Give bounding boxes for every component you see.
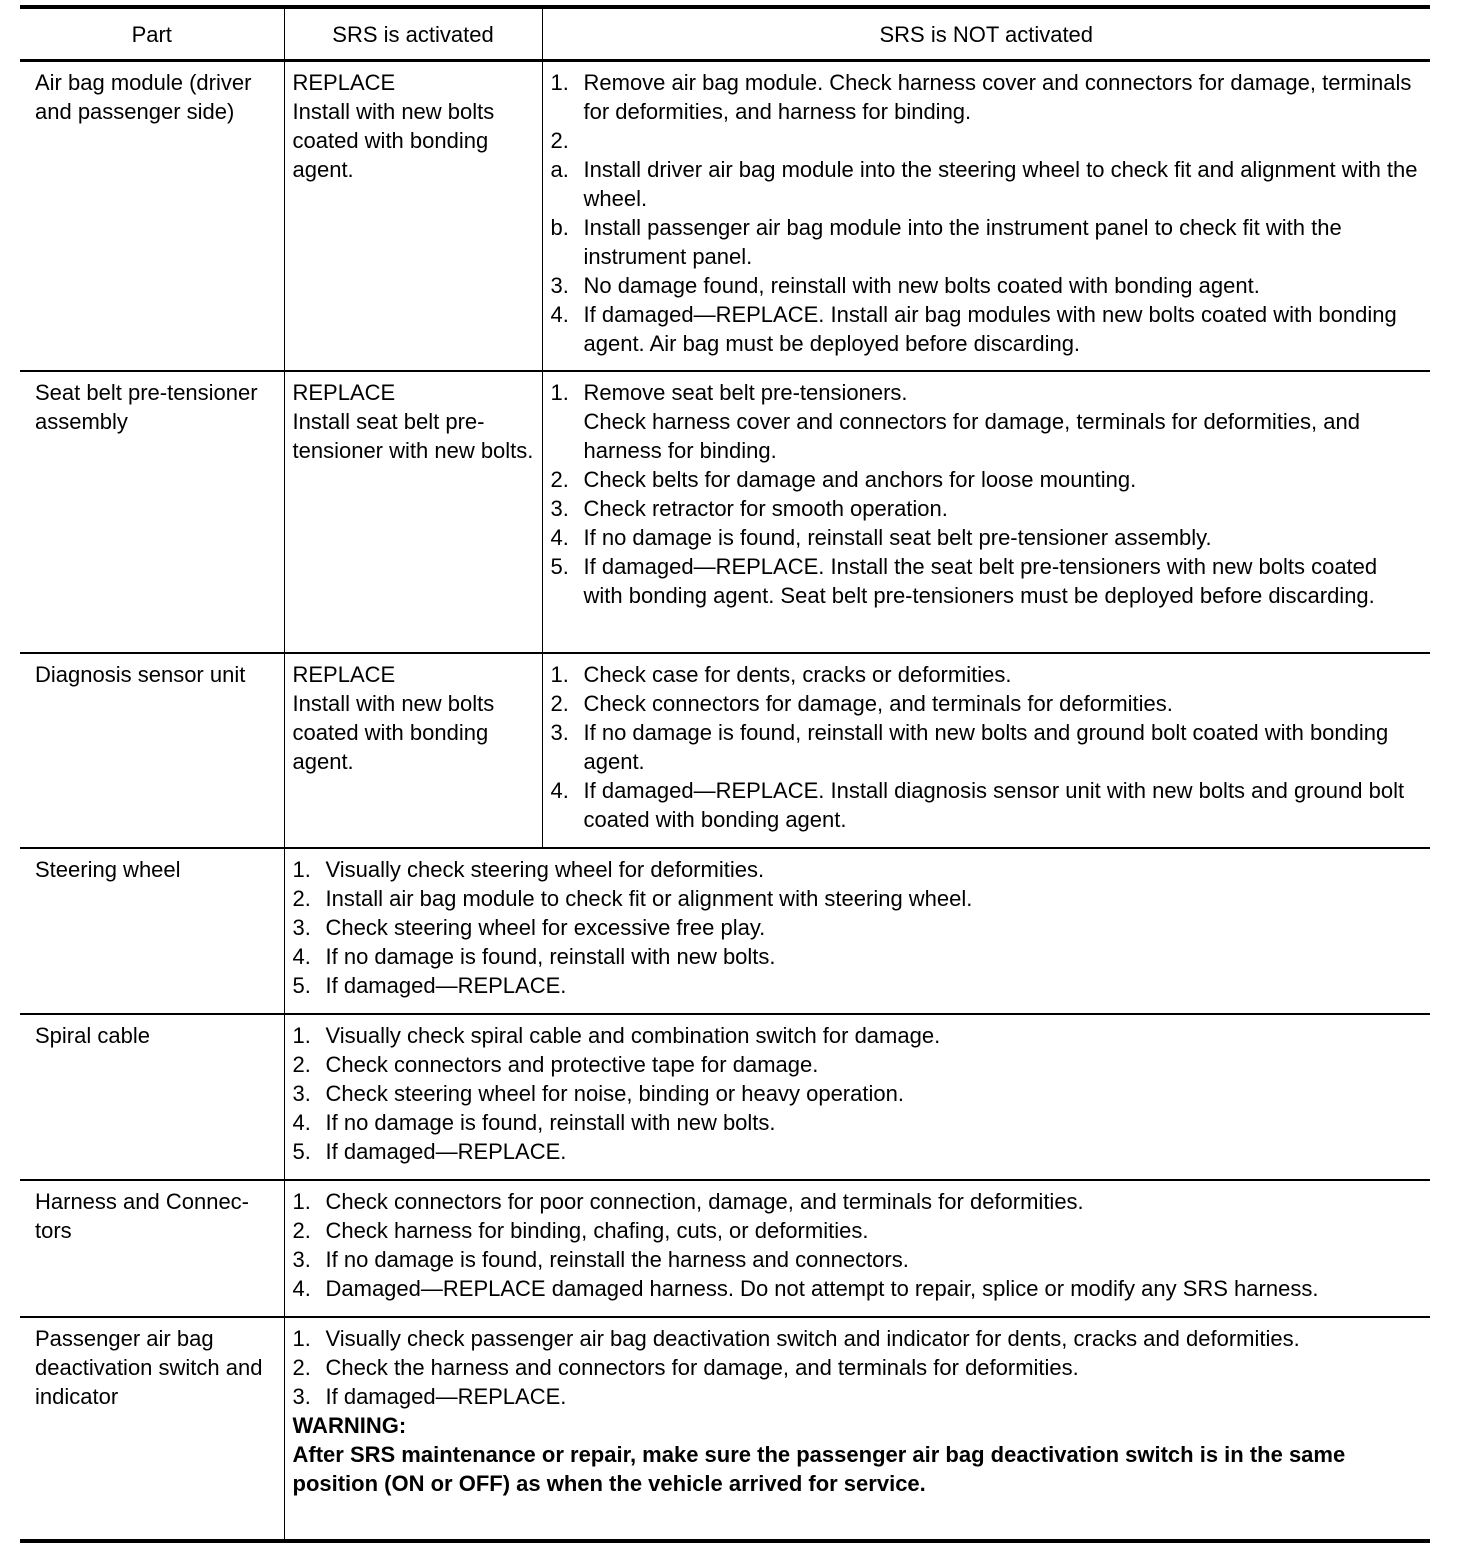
list-item <box>551 213 1423 271</box>
step-number: 1. <box>292 1023 311 1048</box>
step-number: 1. <box>292 1326 311 1351</box>
step-number: 4. <box>550 525 569 550</box>
step-text: Check the harness and connectors for damage, and terminals for deformities. <box>325 1355 1079 1380</box>
table-row <box>20 1014 1430 1180</box>
list-item <box>293 884 1423 913</box>
step-letter: b. <box>550 215 569 240</box>
list-item <box>293 1079 1423 1108</box>
step-list <box>293 1021 1423 1166</box>
list-item <box>551 465 1423 494</box>
table-header-row <box>20 7 1430 61</box>
list-item <box>551 689 1423 718</box>
action-detail: Install with new bolts coated with bonding agent. <box>292 691 495 774</box>
header-srs-not-activated: SRS is NOT activated <box>542 7 1430 61</box>
table-row <box>20 848 1430 1014</box>
part-cell: Harness and Connec-tors <box>20 1180 284 1317</box>
list-item <box>293 971 1423 1000</box>
step-number: 1. <box>292 857 311 882</box>
action-detail: Install with new bolts coated with bonding agent. <box>292 99 495 182</box>
list-item <box>293 942 1423 971</box>
step-number: 1. <box>292 1189 311 1214</box>
step-text: If damaged—REPLACE. Install the seat belt pre-tensioners with new bolts coated with bonding agent. Seat belt pre-tensioners must be deployed before discarding. <box>583 554 1378 608</box>
step-text: If no damage is found, reinstall with new bolts. <box>325 1110 776 1135</box>
step-number: 2. <box>292 886 311 911</box>
srs-inspection-table <box>20 5 1430 1543</box>
part-cell: Steering wheel <box>20 848 284 1014</box>
table-row <box>20 653 1430 848</box>
step-text: Check case for dents, cracks or deformities. <box>583 662 1012 687</box>
step-list <box>551 378 1423 610</box>
header-part: Part <box>20 7 284 61</box>
step-number: 4. <box>550 778 569 803</box>
list-item <box>293 1137 1423 1166</box>
table-row <box>20 1180 1430 1317</box>
action-replace: REPLACE <box>292 380 396 405</box>
part-cell: Passenger air bag deactivation switch and indicator <box>20 1317 284 1541</box>
list-item <box>293 913 1423 942</box>
list-item <box>293 1324 1423 1353</box>
warning-text: After SRS maintenance or repair, make sure the passenger air bag deactivation switch is in the same position (ON or OFF) as when the vehicle arrived for service. <box>292 1442 1346 1496</box>
step-list <box>293 1187 1423 1303</box>
list-item <box>293 1187 1423 1216</box>
step-number: 3. <box>292 1081 311 1106</box>
step-number: 3. <box>292 1384 311 1409</box>
step-text: If damaged—REPLACE. <box>325 1139 567 1164</box>
list-item <box>551 300 1423 358</box>
step-text: Remove air bag module. Check harness cover and connectors for damage, terminals for deformities, and harness for binding. <box>583 70 1412 124</box>
combined-cell <box>284 1180 1430 1317</box>
list-item <box>293 1353 1423 1382</box>
step-text: If no damage is found, reinstall with new bolts. <box>325 944 776 969</box>
step-number: 4. <box>292 1110 311 1135</box>
activated-cell <box>284 61 542 372</box>
step-text: Check steering wheel for noise, binding or heavy operation. <box>325 1081 904 1106</box>
action-detail: Install seat belt pre-tensioner with new bolts. <box>292 409 534 463</box>
step-text: Install air bag module to check fit or alignment with steering wheel. <box>325 886 973 911</box>
part-cell: Spiral cable <box>20 1014 284 1180</box>
list-item <box>551 126 1423 155</box>
step-number: 5. <box>292 1139 311 1164</box>
step-letter: a. <box>550 157 569 182</box>
list-item <box>551 552 1423 610</box>
step-text: If damaged—REPLACE. <box>325 973 567 998</box>
step-number: 5. <box>292 973 311 998</box>
step-list <box>293 1324 1423 1411</box>
not-activated-cell <box>542 371 1430 653</box>
list-item <box>293 1021 1423 1050</box>
step-number: 3. <box>292 915 311 940</box>
part-cell: Air bag module (driver and passenger side) <box>20 61 284 372</box>
step-text: No damage found, reinstall with new bolts coated with bonding agent. <box>583 273 1260 298</box>
list-item <box>551 494 1423 523</box>
not-activated-cell <box>542 653 1430 848</box>
list-item <box>551 776 1423 834</box>
step-number: 2. <box>292 1218 311 1243</box>
step-number: 2. <box>550 128 569 153</box>
not-activated-cell <box>542 61 1430 372</box>
combined-cell <box>284 1014 1430 1180</box>
srs-inspection-document <box>20 5 1430 1543</box>
step-text: Remove seat belt pre-tensioners. <box>583 380 908 405</box>
list-item <box>551 660 1423 689</box>
list-item <box>293 1050 1423 1079</box>
combined-cell <box>284 848 1430 1014</box>
activated-cell <box>284 653 542 848</box>
warning-title: WARNING: <box>292 1413 407 1438</box>
list-item <box>551 523 1423 552</box>
step-text: Visually check steering wheel for deformities. <box>325 857 765 882</box>
step-text: Check belts for damage and anchors for loose mounting. <box>583 467 1137 492</box>
step-text: Install passenger air bag module into the instrument panel to check fit with the instrument panel. <box>583 215 1342 269</box>
step-list <box>551 68 1423 358</box>
step-text: Check connectors for damage, and terminals for deformities. <box>583 691 1173 716</box>
step-text: Check retractor for smooth operation. <box>583 496 948 521</box>
step-text: Install driver air bag module into the steering wheel to check fit and alignment with the wheel. <box>583 157 1418 211</box>
step-number: 4. <box>292 944 311 969</box>
list-item <box>551 68 1423 126</box>
part-cell: Diagnosis sensor unit <box>20 653 284 848</box>
step-text: Visually check spiral cable and combination switch for damage. <box>325 1023 941 1048</box>
table-row <box>20 61 1430 372</box>
step-number: 4. <box>292 1276 311 1301</box>
step-number: 2. <box>550 691 569 716</box>
list-item <box>293 1216 1423 1245</box>
step-text: Check harness for binding, chafing, cuts, or deformities. <box>325 1218 869 1243</box>
table-row <box>20 1317 1430 1541</box>
step-text: If damaged—REPLACE. <box>325 1384 567 1409</box>
step-text: If no damage is found, reinstall the harness and connectors. <box>325 1247 909 1272</box>
step-text: If no damage is found, reinstall seat belt pre-tensioner assembly. <box>583 525 1212 550</box>
step-list <box>293 855 1423 1000</box>
step-text: If damaged—REPLACE. Install diagnosis sensor unit with new bolts and ground bolt coated with bonding agent. <box>583 778 1405 832</box>
step-text: Check steering wheel for excessive free play. <box>325 915 766 940</box>
step-number: 3. <box>292 1247 311 1272</box>
list-item <box>293 855 1423 884</box>
step-text: Visually check passenger air bag deactivation switch and indicator for dents, cracks and deformities. <box>325 1326 1300 1351</box>
list-item <box>551 378 1423 465</box>
header-srs-activated: SRS is activated <box>284 7 542 61</box>
step-number: 1. <box>550 70 569 95</box>
action-replace: REPLACE <box>292 662 396 687</box>
list-item <box>293 1108 1423 1137</box>
part-cell: Seat belt pre-tensioner assembly <box>20 371 284 653</box>
step-number: 2. <box>550 467 569 492</box>
list-item <box>551 271 1423 300</box>
step-number: 3. <box>550 496 569 521</box>
step-list <box>551 660 1423 834</box>
step-number: 1. <box>550 662 569 687</box>
step-number: 2. <box>292 1355 311 1380</box>
list-item <box>551 155 1423 213</box>
step-number: 3. <box>550 273 569 298</box>
activated-cell <box>284 371 542 653</box>
step-number: 1. <box>550 380 569 405</box>
step-number: 3. <box>550 720 569 745</box>
step-text: Damaged—REPLACE damaged harness. Do not attempt to repair, splice or modify any SRS harness. <box>325 1276 1319 1301</box>
list-item <box>293 1274 1423 1303</box>
combined-cell <box>284 1317 1430 1541</box>
list-item <box>293 1382 1423 1411</box>
step-number: 2. <box>292 1052 311 1077</box>
step-number: 4. <box>550 302 569 327</box>
step-extra-text: Check harness cover and connectors for damage, terminals for deformities, and harness for binding. <box>583 409 1360 463</box>
list-item <box>293 1245 1423 1274</box>
action-replace: REPLACE <box>292 70 396 95</box>
step-text: Check connectors and protective tape for damage. <box>325 1052 819 1077</box>
table-row <box>20 371 1430 653</box>
step-number: 5. <box>550 554 569 579</box>
step-text: If damaged—REPLACE. Install air bag modules with new bolts coated with bonding agent. Air bag must be deployed before discarding. <box>583 302 1397 356</box>
step-text: If no damage is found, reinstall with new bolts and ground bolt coated with bonding agent. <box>583 720 1389 774</box>
list-item <box>551 718 1423 776</box>
step-text: Check connectors for poor connection, damage, and terminals for deformities. <box>325 1189 1084 1214</box>
